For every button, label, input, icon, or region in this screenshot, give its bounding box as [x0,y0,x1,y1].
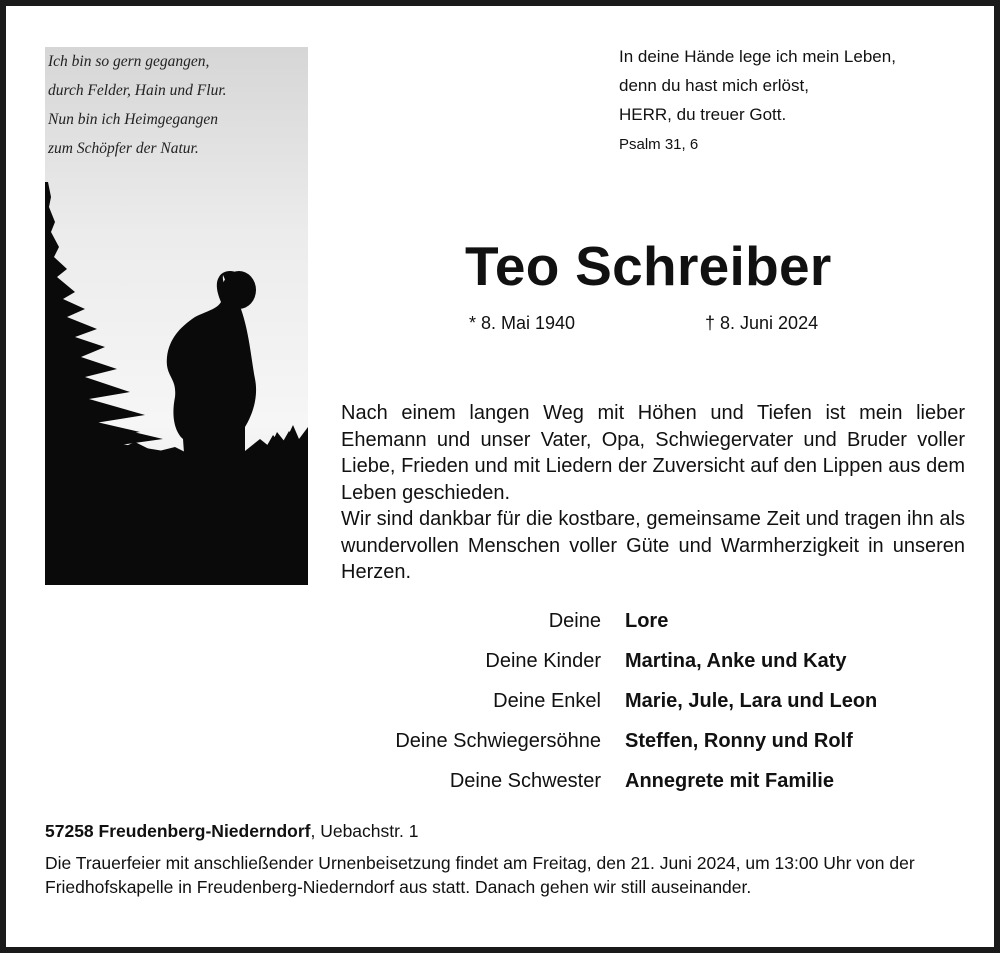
poem-line: Nun bin ich Heimgegangen [48,111,219,128]
poem [48,47,227,163]
bible-verse [619,42,896,159]
family-names: Marie, Jule, Lara und Leon [625,690,878,712]
birth-date: * 8. Mai 1940 [469,313,576,333]
family-row [306,605,966,645]
family-names: Annegrete mit Familie [625,770,834,792]
mourning-address [45,821,418,842]
family-list [306,605,966,805]
memorial-photo [45,47,308,585]
family-relation: Deine Schwiegersöhne [395,730,601,752]
deceased-name: Teo Schreiber [465,235,832,297]
family-row [306,765,966,805]
family-relation: Deine Enkel [493,690,601,712]
death-date: † 8. Juni 2024 [705,313,819,333]
verse-line: In deine Hände lege ich mein Leben, [619,47,896,66]
poem-line: Ich bin so gern gegangen, [48,53,210,70]
family-relation: Deine Schwester [449,770,601,792]
verse-line: denn du hast mich erlöst, [619,76,809,95]
poem-line: zum Schöpfer der Natur. [48,140,199,157]
poem-line: durch Felder, Hain und Flur. [48,82,227,99]
family-names: Martina, Anke und Katy [625,650,847,672]
family-relation: Deine [548,610,601,632]
verse-reference: Psalm 31, 6 [619,136,699,153]
family-row [306,725,966,765]
family-row [306,685,966,725]
address-street: , Uebachstr. 1 [310,821,419,841]
obituary-paragraph: Nach einem langen Weg mit Höhen und Tiefen ist mein lieber Ehemann und unser Vater, Opa, Schwiegervater und Bruder voller Liebe, Frieden und mit Liedern der Zuversicht auf den Lippen aus dem Leben geschieden. [341,402,965,504]
obituary-paragraph: Wir sind dankbar für die kostbare, gemeinsame Zeit und tragen ihn als wundervollen Menschen voller Güte und Warmherzigkeit in unseren Herzen. [341,508,965,583]
family-names: Lore [625,610,669,632]
family-row [306,645,966,685]
address-place: 57258 Freudenberg-Niederndorf [45,821,311,841]
family-names: Steffen, Ronny und Rolf [625,730,853,752]
verse-line: HERR, du treuer Gott. [619,105,787,124]
obituary-text [341,400,965,586]
family-relation: Deine Kinder [485,650,601,672]
funeral-notice: Die Trauerfeier mit anschließender Urnenbeisetzung findet am Freitag, den 21. Juni 2024, um 13:00 Uhr von der Friedhofskapelle in Freudenberg-Niederndorf aus statt. Danach gehen wir still auseinander. [45,853,915,897]
